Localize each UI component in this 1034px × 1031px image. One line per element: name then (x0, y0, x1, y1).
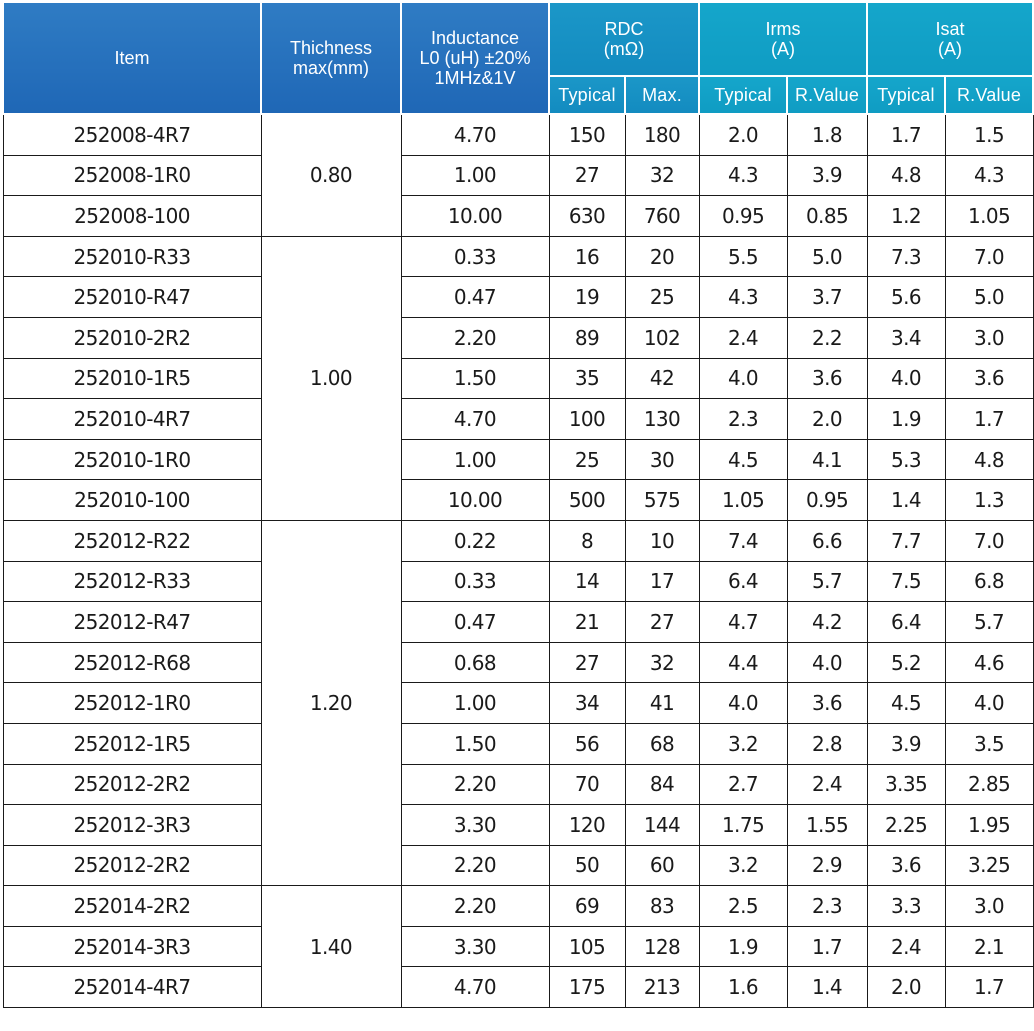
table-row (3, 358, 1033, 399)
cell-rdc-typical: 27 (549, 155, 625, 196)
cell-isat-typical: 1.4 (867, 480, 945, 521)
cell-isat-rvalue: 3.0 (945, 886, 1033, 927)
cell-rdc-typical: 105 (549, 926, 625, 967)
cell-inductance: 2.20 (401, 317, 549, 358)
cell-isat-rvalue: 7.0 (945, 236, 1033, 277)
cell-rdc-max: 213 (625, 967, 699, 1008)
table-row (3, 723, 1033, 764)
cell-inductance: 2.20 (401, 845, 549, 886)
cell-rdc-max: 128 (625, 926, 699, 967)
table-body (3, 114, 1033, 1008)
table-row (3, 317, 1033, 358)
cell-irms-rvalue: 0.95 (787, 480, 867, 521)
cell-isat-rvalue: 4.8 (945, 439, 1033, 480)
cell-isat-typical: 2.0 (867, 967, 945, 1008)
cell-inductance: 0.22 (401, 520, 549, 561)
cell-inductance: 4.70 (401, 967, 549, 1008)
cell-isat-rvalue: 2.1 (945, 926, 1033, 967)
cell-irms-typical: 3.2 (699, 723, 787, 764)
cell-rdc-typical: 120 (549, 805, 625, 846)
cell-isat-typical: 1.2 (867, 196, 945, 237)
cell-isat-rvalue: 1.3 (945, 480, 1033, 521)
cell-item: 252010-R33 (3, 236, 261, 277)
cell-rdc-typical: 150 (549, 114, 625, 155)
cell-isat-typical: 3.9 (867, 723, 945, 764)
cell-rdc-max: 60 (625, 845, 699, 886)
cell-rdc-max: 20 (625, 236, 699, 277)
table-header (3, 2, 1033, 114)
table-row (3, 277, 1033, 318)
cell-isat-typical: 3.4 (867, 317, 945, 358)
cell-isat-typical: 4.5 (867, 683, 945, 724)
cell-isat-rvalue: 5.7 (945, 602, 1033, 643)
cell-irms-rvalue: 4.1 (787, 439, 867, 480)
table-row (3, 520, 1033, 561)
cell-item: 252014-4R7 (3, 967, 261, 1008)
cell-irms-typical: 4.7 (699, 602, 787, 643)
header-rdc-typical: Typical (549, 76, 625, 114)
cell-rdc-max: 83 (625, 886, 699, 927)
cell-isat-typical: 3.6 (867, 845, 945, 886)
header-irms-line1: Irms (765, 19, 801, 39)
table-row (3, 480, 1033, 521)
cell-rdc-typical: 16 (549, 236, 625, 277)
cell-isat-typical: 3.35 (867, 764, 945, 805)
cell-inductance: 0.47 (401, 602, 549, 643)
cell-rdc-max: 130 (625, 399, 699, 440)
header-thickness-line2: max(mm) (293, 58, 369, 78)
cell-rdc-typical: 34 (549, 683, 625, 724)
cell-inductance: 4.70 (401, 399, 549, 440)
cell-rdc-max: 760 (625, 196, 699, 237)
cell-inductance: 10.00 (401, 196, 549, 237)
table-row (3, 155, 1033, 196)
cell-irms-typical: 2.4 (699, 317, 787, 358)
header-inductance-line2: L0 (uH) ±20% (419, 48, 531, 68)
cell-irms-typical: 4.3 (699, 277, 787, 318)
cell-irms-typical: 7.4 (699, 520, 787, 561)
cell-rdc-max: 27 (625, 602, 699, 643)
cell-rdc-max: 144 (625, 805, 699, 846)
cell-isat-typical: 2.4 (867, 926, 945, 967)
cell-inductance: 0.33 (401, 236, 549, 277)
cell-rdc-max: 32 (625, 642, 699, 683)
cell-irms-typical: 1.6 (699, 967, 787, 1008)
cell-rdc-max: 41 (625, 683, 699, 724)
cell-irms-rvalue: 3.6 (787, 358, 867, 399)
cell-rdc-typical: 19 (549, 277, 625, 318)
cell-isat-typical: 7.3 (867, 236, 945, 277)
cell-rdc-max: 68 (625, 723, 699, 764)
cell-rdc-typical: 56 (549, 723, 625, 764)
cell-rdc-typical: 35 (549, 358, 625, 399)
cell-inductance: 0.68 (401, 642, 549, 683)
cell-item: 252012-R22 (3, 520, 261, 561)
table-row (3, 561, 1033, 602)
cell-irms-typical: 4.3 (699, 155, 787, 196)
cell-irms-typical: 6.4 (699, 561, 787, 602)
cell-isat-typical: 1.9 (867, 399, 945, 440)
cell-rdc-max: 575 (625, 480, 699, 521)
cell-isat-typical: 5.2 (867, 642, 945, 683)
cell-isat-rvalue: 1.7 (945, 967, 1033, 1008)
cell-inductance: 1.00 (401, 155, 549, 196)
header-isat-typical: Typical (867, 76, 945, 114)
cell-item: 252012-R33 (3, 561, 261, 602)
cell-inductance: 4.70 (401, 114, 549, 155)
cell-irms-typical: 4.0 (699, 358, 787, 399)
table-row (3, 602, 1033, 643)
cell-irms-typical: 1.05 (699, 480, 787, 521)
cell-isat-typical: 7.5 (867, 561, 945, 602)
cell-irms-typical: 1.75 (699, 805, 787, 846)
cell-irms-rvalue: 5.0 (787, 236, 867, 277)
cell-rdc-typical: 69 (549, 886, 625, 927)
cell-rdc-max: 10 (625, 520, 699, 561)
cell-irms-rvalue: 1.8 (787, 114, 867, 155)
inductor-spec-table (2, 1, 1034, 1008)
cell-irms-rvalue: 6.6 (787, 520, 867, 561)
cell-isat-rvalue: 3.5 (945, 723, 1033, 764)
table-row (3, 236, 1033, 277)
header-irms-rvalue: R.Value (787, 76, 867, 114)
cell-inductance: 2.20 (401, 764, 549, 805)
table-row (3, 926, 1033, 967)
table-row (3, 196, 1033, 237)
table-row (3, 642, 1033, 683)
cell-irms-typical: 4.0 (699, 683, 787, 724)
cell-item: 252010-1R5 (3, 358, 261, 399)
cell-isat-typical: 5.3 (867, 439, 945, 480)
cell-irms-typical: 2.5 (699, 886, 787, 927)
cell-isat-typical: 4.8 (867, 155, 945, 196)
cell-item: 252012-1R0 (3, 683, 261, 724)
cell-isat-typical: 1.7 (867, 114, 945, 155)
table-row (3, 683, 1033, 724)
cell-rdc-typical: 100 (549, 399, 625, 440)
cell-item: 252014-3R3 (3, 926, 261, 967)
cell-item: 252008-4R7 (3, 114, 261, 155)
cell-inductance: 2.20 (401, 886, 549, 927)
cell-rdc-max: 30 (625, 439, 699, 480)
cell-irms-rvalue: 2.2 (787, 317, 867, 358)
cell-rdc-max: 32 (625, 155, 699, 196)
cell-item: 252012-R68 (3, 642, 261, 683)
header-isat-line1: Isat (935, 19, 965, 39)
header-isat (867, 2, 1033, 76)
header-isat-rvalue: R.Value (945, 76, 1033, 114)
cell-item: 252008-100 (3, 196, 261, 237)
cell-isat-rvalue: 1.5 (945, 114, 1033, 155)
cell-isat-rvalue: 3.6 (945, 358, 1033, 399)
cell-isat-rvalue: 6.8 (945, 561, 1033, 602)
cell-item: 252012-2R2 (3, 845, 261, 886)
cell-item: 252008-1R0 (3, 155, 261, 196)
cell-rdc-typical: 25 (549, 439, 625, 480)
cell-irms-rvalue: 3.9 (787, 155, 867, 196)
cell-rdc-typical: 8 (549, 520, 625, 561)
cell-irms-rvalue: 2.8 (787, 723, 867, 764)
cell-rdc-max: 180 (625, 114, 699, 155)
cell-irms-rvalue: 0.85 (787, 196, 867, 237)
cell-irms-typical: 1.9 (699, 926, 787, 967)
cell-isat-typical: 6.4 (867, 602, 945, 643)
cell-item: 252010-2R2 (3, 317, 261, 358)
table-row (3, 805, 1033, 846)
header-item-label: Item (114, 48, 150, 68)
cell-inductance: 1.00 (401, 439, 549, 480)
cell-thickness: 1.40 (261, 886, 401, 1008)
cell-irms-rvalue: 3.6 (787, 683, 867, 724)
cell-isat-rvalue: 1.7 (945, 399, 1033, 440)
cell-rdc-max: 102 (625, 317, 699, 358)
cell-thickness: 1.00 (261, 236, 401, 520)
header-rdc-line2: (mΩ) (603, 39, 645, 59)
cell-irms-rvalue: 2.0 (787, 399, 867, 440)
cell-irms-typical: 2.0 (699, 114, 787, 155)
cell-isat-rvalue: 4.6 (945, 642, 1033, 683)
cell-irms-rvalue: 2.4 (787, 764, 867, 805)
cell-rdc-typical: 14 (549, 561, 625, 602)
cell-irms-rvalue: 1.4 (787, 967, 867, 1008)
cell-item: 252012-3R3 (3, 805, 261, 846)
cell-irms-typical: 5.5 (699, 236, 787, 277)
header-irms-typical: Typical (699, 76, 787, 114)
cell-rdc-typical: 89 (549, 317, 625, 358)
table-row (3, 845, 1033, 886)
cell-rdc-typical: 70 (549, 764, 625, 805)
cell-irms-rvalue: 3.7 (787, 277, 867, 318)
cell-irms-rvalue: 2.3 (787, 886, 867, 927)
header-item (3, 2, 261, 114)
cell-rdc-typical: 27 (549, 642, 625, 683)
cell-inductance: 0.47 (401, 277, 549, 318)
cell-irms-typical: 3.2 (699, 845, 787, 886)
cell-item: 252010-R47 (3, 277, 261, 318)
table-row (3, 886, 1033, 927)
cell-isat-rvalue: 2.85 (945, 764, 1033, 805)
cell-item: 252010-100 (3, 480, 261, 521)
cell-irms-typical: 2.3 (699, 399, 787, 440)
cell-isat-rvalue: 5.0 (945, 277, 1033, 318)
cell-thickness: 1.20 (261, 520, 401, 885)
cell-isat-typical: 3.3 (867, 886, 945, 927)
cell-isat-rvalue: 3.25 (945, 845, 1033, 886)
cell-irms-rvalue: 2.9 (787, 845, 867, 886)
cell-rdc-max: 17 (625, 561, 699, 602)
cell-rdc-typical: 630 (549, 196, 625, 237)
header-inductance (401, 2, 549, 114)
header-rdc-line1: RDC (604, 19, 644, 39)
cell-rdc-typical: 175 (549, 967, 625, 1008)
cell-inductance: 3.30 (401, 926, 549, 967)
cell-item: 252010-4R7 (3, 399, 261, 440)
cell-inductance: 3.30 (401, 805, 549, 846)
cell-rdc-typical: 21 (549, 602, 625, 643)
cell-isat-rvalue: 3.0 (945, 317, 1033, 358)
header-rdc (549, 2, 699, 76)
cell-isat-rvalue: 7.0 (945, 520, 1033, 561)
cell-inductance: 1.00 (401, 683, 549, 724)
cell-isat-typical: 7.7 (867, 520, 945, 561)
cell-thickness: 0.80 (261, 114, 401, 236)
cell-irms-rvalue: 1.7 (787, 926, 867, 967)
cell-isat-rvalue: 1.95 (945, 805, 1033, 846)
cell-isat-rvalue: 4.0 (945, 683, 1033, 724)
header-rdc-max: Max. (625, 76, 699, 114)
cell-item: 252014-2R2 (3, 886, 261, 927)
cell-inductance: 0.33 (401, 561, 549, 602)
table-row (3, 764, 1033, 805)
cell-inductance: 1.50 (401, 358, 549, 399)
table-row (3, 439, 1033, 480)
cell-inductance: 10.00 (401, 480, 549, 521)
cell-irms-rvalue: 5.7 (787, 561, 867, 602)
header-irms (699, 2, 867, 76)
cell-irms-rvalue: 4.0 (787, 642, 867, 683)
cell-rdc-typical: 500 (549, 480, 625, 521)
cell-rdc-typical: 50 (549, 845, 625, 886)
cell-isat-typical: 2.25 (867, 805, 945, 846)
table-row (3, 967, 1033, 1008)
header-irms-line2: (A) (771, 39, 796, 59)
cell-irms-rvalue: 4.2 (787, 602, 867, 643)
cell-irms-typical: 4.5 (699, 439, 787, 480)
cell-item: 252012-R47 (3, 602, 261, 643)
cell-irms-rvalue: 1.55 (787, 805, 867, 846)
cell-irms-typical: 0.95 (699, 196, 787, 237)
cell-irms-typical: 2.7 (699, 764, 787, 805)
header-isat-line2: (A) (938, 39, 963, 59)
table-row (3, 399, 1033, 440)
cell-isat-rvalue: 4.3 (945, 155, 1033, 196)
cell-isat-typical: 4.0 (867, 358, 945, 399)
cell-rdc-max: 25 (625, 277, 699, 318)
header-inductance-line1: Inductance (430, 28, 520, 48)
cell-rdc-max: 84 (625, 764, 699, 805)
header-thickness (261, 2, 401, 114)
cell-item: 252012-1R5 (3, 723, 261, 764)
header-inductance-line3: 1MHz&1V (434, 68, 516, 88)
cell-isat-rvalue: 1.05 (945, 196, 1033, 237)
cell-item: 252012-2R2 (3, 764, 261, 805)
cell-item: 252010-1R0 (3, 439, 261, 480)
cell-isat-typical: 5.6 (867, 277, 945, 318)
cell-inductance: 1.50 (401, 723, 549, 764)
cell-rdc-max: 42 (625, 358, 699, 399)
cell-irms-typical: 4.4 (699, 642, 787, 683)
header-thickness-line1: Thichness (289, 38, 373, 58)
table-row (3, 114, 1033, 155)
